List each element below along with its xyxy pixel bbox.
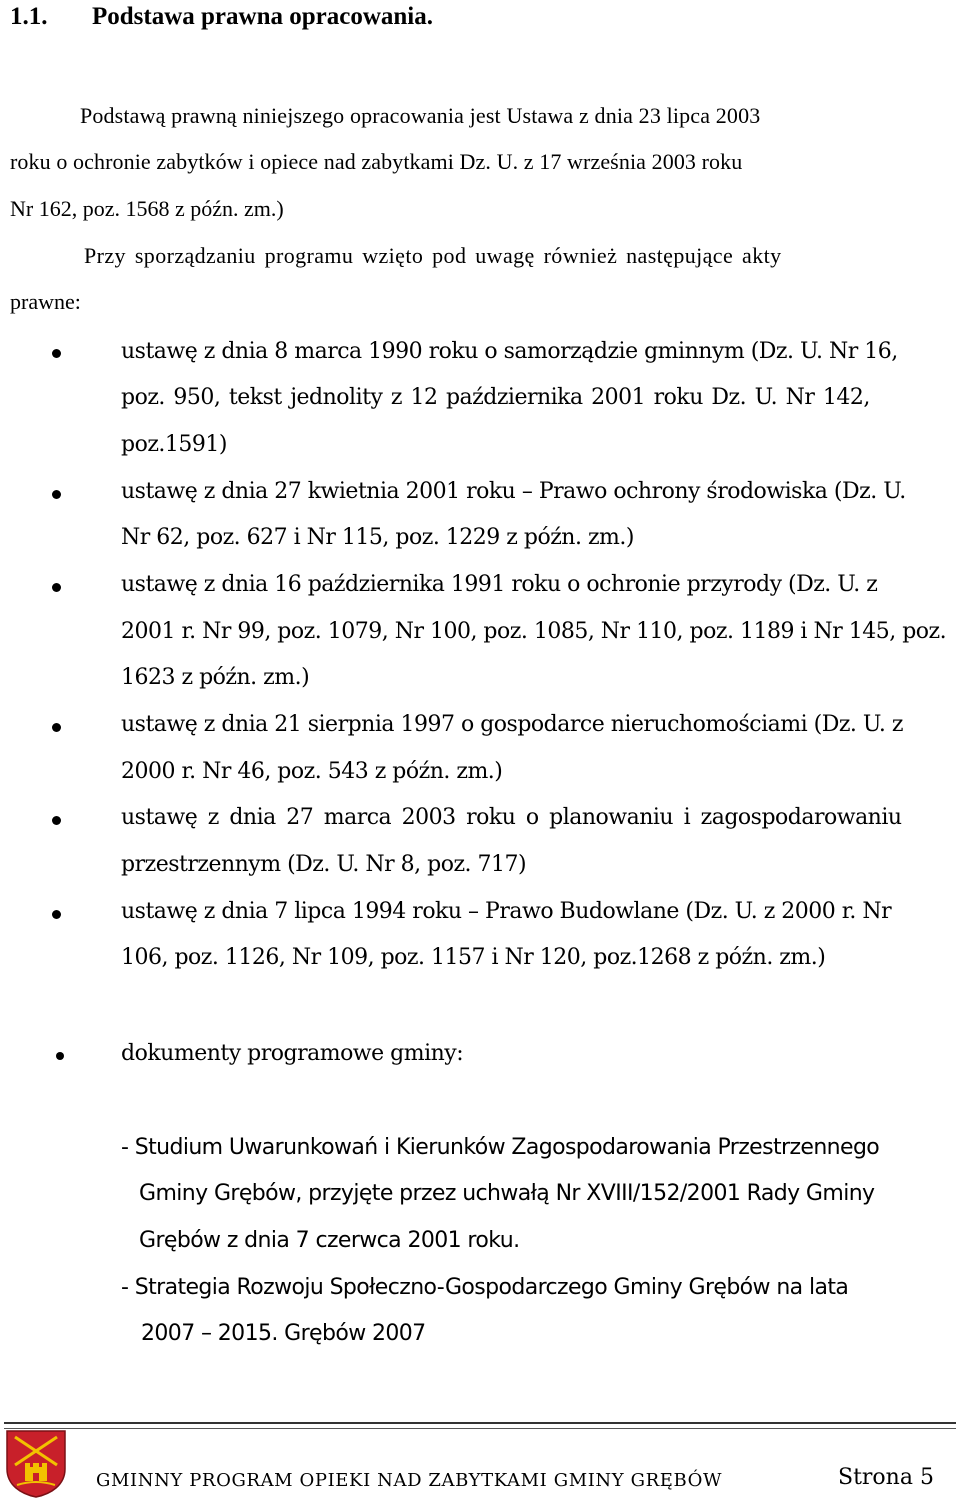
document-1-line-3: Grębów z dnia 7 czerwca 2001 roku.	[139, 1228, 520, 1253]
gmina-coat-of-arms-icon	[5, 1429, 67, 1498]
document-2-line-2: 2007 – 2015. Grębów 2007	[141, 1321, 426, 1346]
act-3-line-1: ustawę z dnia 16 października 1991 roku o ochronie przyrody (Dz. U. z	[121, 572, 878, 597]
documents-label: dokumenty programowe gminy:	[121, 1041, 464, 1066]
section-number: 1.1.	[10, 3, 48, 30]
bullet-dot	[52, 816, 61, 825]
act-3-line-2: 2001 r. Nr 99, poz. 1079, Nr 100, poz. 1085, Nr 110, poz. 1189 i Nr 145, poz.	[121, 619, 947, 644]
act-5-line-1: ustawę z dnia 27 marca 2003 roku o planowaniu i zagospodarowaniu	[121, 805, 902, 830]
act-4-line-1: ustawę z dnia 21 sierpnia 1997 o gospodarce nieruchomościami (Dz. U. z	[121, 712, 904, 737]
act-5-line-2: przestrzennym (Dz. U. Nr 8, poz. 717)	[121, 852, 527, 877]
bullet-dot	[56, 1052, 64, 1060]
act-6-line-1: ustawę z dnia 7 lipca 1994 roku – Prawo Budowlane (Dz. U. z 2000 r. Nr	[121, 899, 892, 924]
document-1-line-1: - Studium Uwarunkowań i Kierunków Zagospodarowania Przestrzennego	[121, 1135, 880, 1160]
footer-rule	[4, 1422, 956, 1429]
bullet-dot	[52, 349, 61, 358]
act-1-line-1: ustawę z dnia 8 marca 1990 roku o samorządzie gminnym (Dz. U. Nr 16,	[121, 339, 898, 364]
act-1-line-3: poz.1591)	[121, 432, 227, 457]
act-3-line-3: 1623 z późn. zm.)	[121, 665, 310, 690]
bullet-dot	[52, 583, 61, 592]
document-1-line-2: Gminy Grębów, przyjęte przez uchwałą Nr XVIII/152/2001 Rady Gminy	[139, 1181, 875, 1206]
intro-line-4: Przy sporządzaniu programu wzięto pod uwagę również następujące akty	[84, 243, 782, 268]
bullet-dot	[52, 723, 61, 732]
bullet-dot	[52, 910, 61, 919]
act-4-line-2: 2000 r. Nr 46, poz. 543 z późn. zm.)	[121, 759, 503, 784]
intro-line-5: prawne:	[10, 289, 81, 314]
act-6-line-2: 106, poz. 1126, Nr 109, poz. 1157 i Nr 120, poz.1268 z późn. zm.)	[121, 945, 826, 970]
intro-line-1: Podstawą prawną niniejszego opracowania jest Ustawa z dnia 23 lipca 2003	[80, 103, 761, 128]
act-2-line-1: ustawę z dnia 27 kwietnia 2001 roku – Prawo ochrony środowiska (Dz. U.	[121, 479, 906, 504]
document-2-line-1: - Strategia Rozwoju Społeczno-Gospodarczego Gminy Grębów na lata	[121, 1275, 849, 1300]
act-1-line-2: poz. 950, tekst jednolity z 12 października 2001 roku Dz. U. Nr 142,	[121, 385, 870, 410]
intro-line-2: roku o ochronie zabytków i opiece nad zabytkami Dz. U. z 17 września 2003 roku	[10, 149, 743, 174]
section-heading	[10, 0, 433, 34]
act-2-line-2: Nr 62, poz. 627 i Nr 115, poz. 1229 z późn. zm.)	[121, 525, 634, 550]
footer-document-title: GMINNY PROGRAM OPIEKI NAD ZABYTKAMI GMINY GRĘBÓW	[96, 1470, 723, 1491]
bullet-dot	[52, 490, 61, 499]
section-title: Podstawa prawna opracowania.	[92, 3, 433, 30]
page-number: Strona 5	[838, 1465, 934, 1490]
intro-line-3: Nr 162, poz. 1568 z późn. zm.)	[10, 196, 284, 221]
